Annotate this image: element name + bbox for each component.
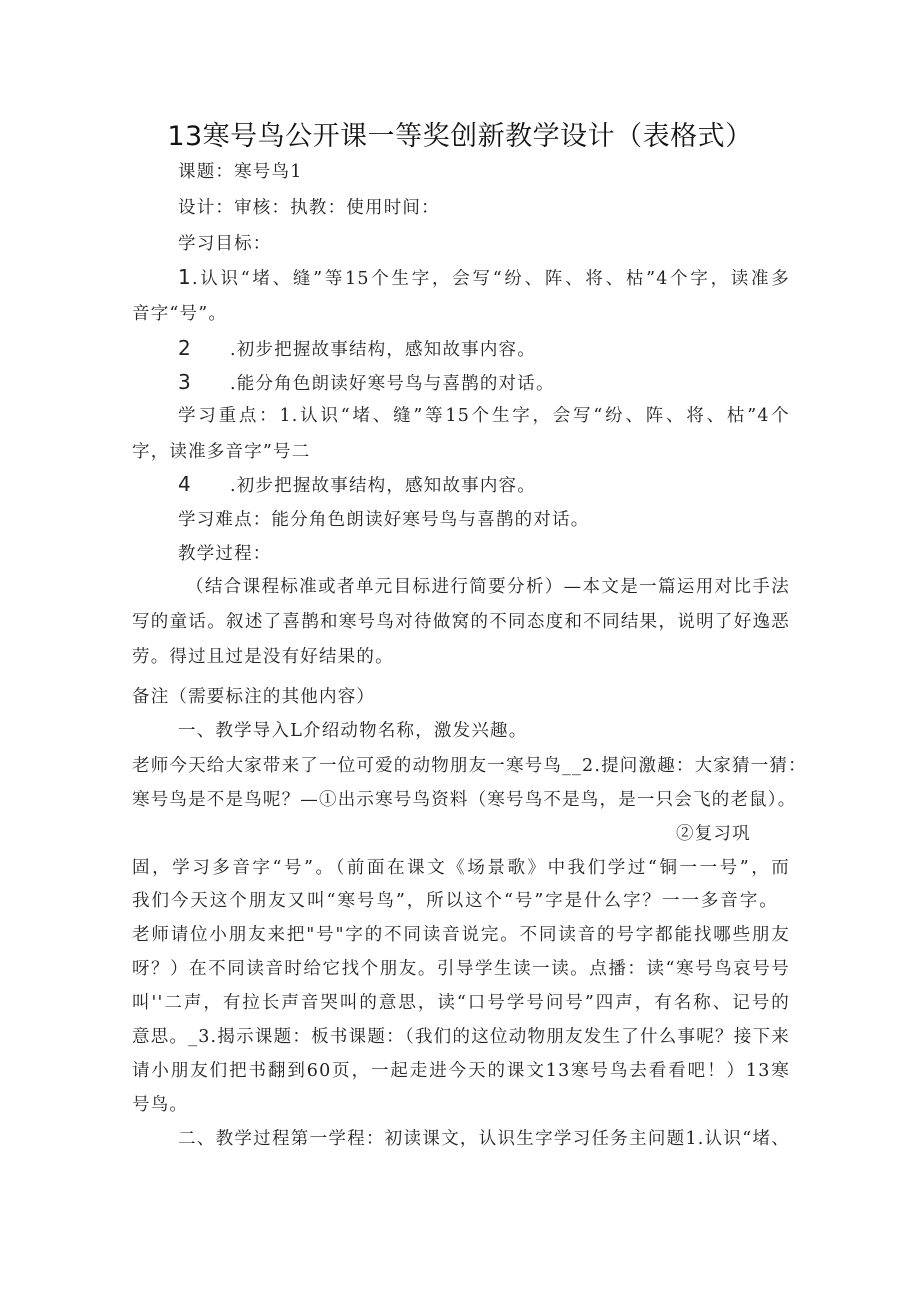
- item-4-text: .初步把握故事结构，感知故事内容。: [230, 476, 536, 496]
- intro-line-10: 请小朋友们把书翻到60页，一起走进今天的课文13寒号鸟去看看吧！）13寒: [132, 1061, 790, 1081]
- intro-line-9: 意思。_3.揭示课题：板书课题：（我们的这位动物朋友发生了什么事呢？接下来: [132, 1027, 790, 1047]
- objective-1-number: 1: [178, 265, 192, 289]
- intro-line-5: 我们今天这个朋友又叫“寒号鸟”，所以这个“号”字是什么字？一一多音字。: [132, 891, 778, 911]
- key-point-line-2: 字，读准多音字”号二: [132, 442, 311, 462]
- objective-3-number: 3: [178, 370, 192, 394]
- item-4: [178, 472, 536, 498]
- analysis-line-3: 劳。得过且过是没有好结果的。: [132, 647, 394, 667]
- objective-1-line-2: 音字“号”。: [132, 304, 228, 324]
- lesson-topic: 课题：寒号鸟1: [178, 162, 303, 182]
- objective-3-text: .能分角色朗读好寒号鸟与喜鹊的对话。: [230, 374, 555, 394]
- intro-line-11: 号鸟。: [132, 1095, 189, 1115]
- objective-1-text: .认识“堵、缝”等15个生字，会写“纷、阵、将、枯”4个字，读准多: [191, 269, 790, 289]
- intro-line-2: 寒号鸟是不是鸟呢？—①出示寒号鸟资料（寒号鸟不是鸟，是一只会飞的老鼠）。: [132, 790, 797, 810]
- process-heading: 教学过程：: [178, 544, 272, 564]
- intro-line-4: 固，学习多音字“号”。（前面在课文《场景歌》中我们学过“铜一一号”，而: [132, 858, 790, 878]
- remarks-heading: 备注（需要标注的其他内容）: [132, 687, 376, 707]
- intro-line-3: ②复习巩: [676, 824, 751, 844]
- intro-line-6: 老师请位小朋友来把"号"字的不同读音说完。不同读音的号字都能找哪些朋友: [132, 925, 790, 945]
- objective-1-line-1: [178, 265, 790, 291]
- difficulty-point: 学习难点：能分角色朗读好寒号鸟与喜鹊的对话。: [178, 510, 590, 530]
- analysis-line-2: 写的童话。叙述了喜鹊和寒号鸟对待做窝的不同态度和不同结果，说明了好逸恶: [132, 612, 790, 632]
- intro-line-1: 老师今天给大家带来了一位可爱的动物朋友一寒号鸟__2.提问激趣：大家猜一猜：: [132, 756, 807, 776]
- document-title: 13寒号鸟公开课一等奖创新教学设计（表格式）: [167, 121, 753, 152]
- objective-2-text: .初步把握故事结构，感知故事内容。: [230, 340, 536, 360]
- item-4-number: 4: [178, 472, 192, 496]
- objective-3: [178, 370, 555, 396]
- intro-heading: 一、教学导入L介绍动物名称，激发兴趣。: [178, 721, 528, 741]
- intro-line-8: 叫''二声，有拉长声音哭叫的意思，读“口号学号问号”四声，有名称、记号的: [132, 993, 790, 1013]
- analysis-line-1: （结合课程标准或者单元目标进行简要分析）—本文是一篇运用对比手法: [186, 577, 790, 597]
- key-point-line-1: 学习重点：1.认识“堵、缝”等15个生字，会写“纷、阵、将、枯”4个: [178, 406, 790, 426]
- objective-2-number: 2: [178, 336, 192, 360]
- objective-2: [178, 336, 536, 362]
- section-2-heading: 二、教学过程第一学程：初读课文，认识生字学习任务主问题1.认识“堵、: [178, 1129, 790, 1149]
- intro-line-7: 呀？）在不同读音时给它找个朋友。引导学生读一读。点播：读“寒号鸟哀号号: [132, 959, 790, 979]
- design-line: 设计：审核：执教：使用时间：: [178, 198, 440, 218]
- objectives-heading: 学习目标：: [178, 234, 272, 254]
